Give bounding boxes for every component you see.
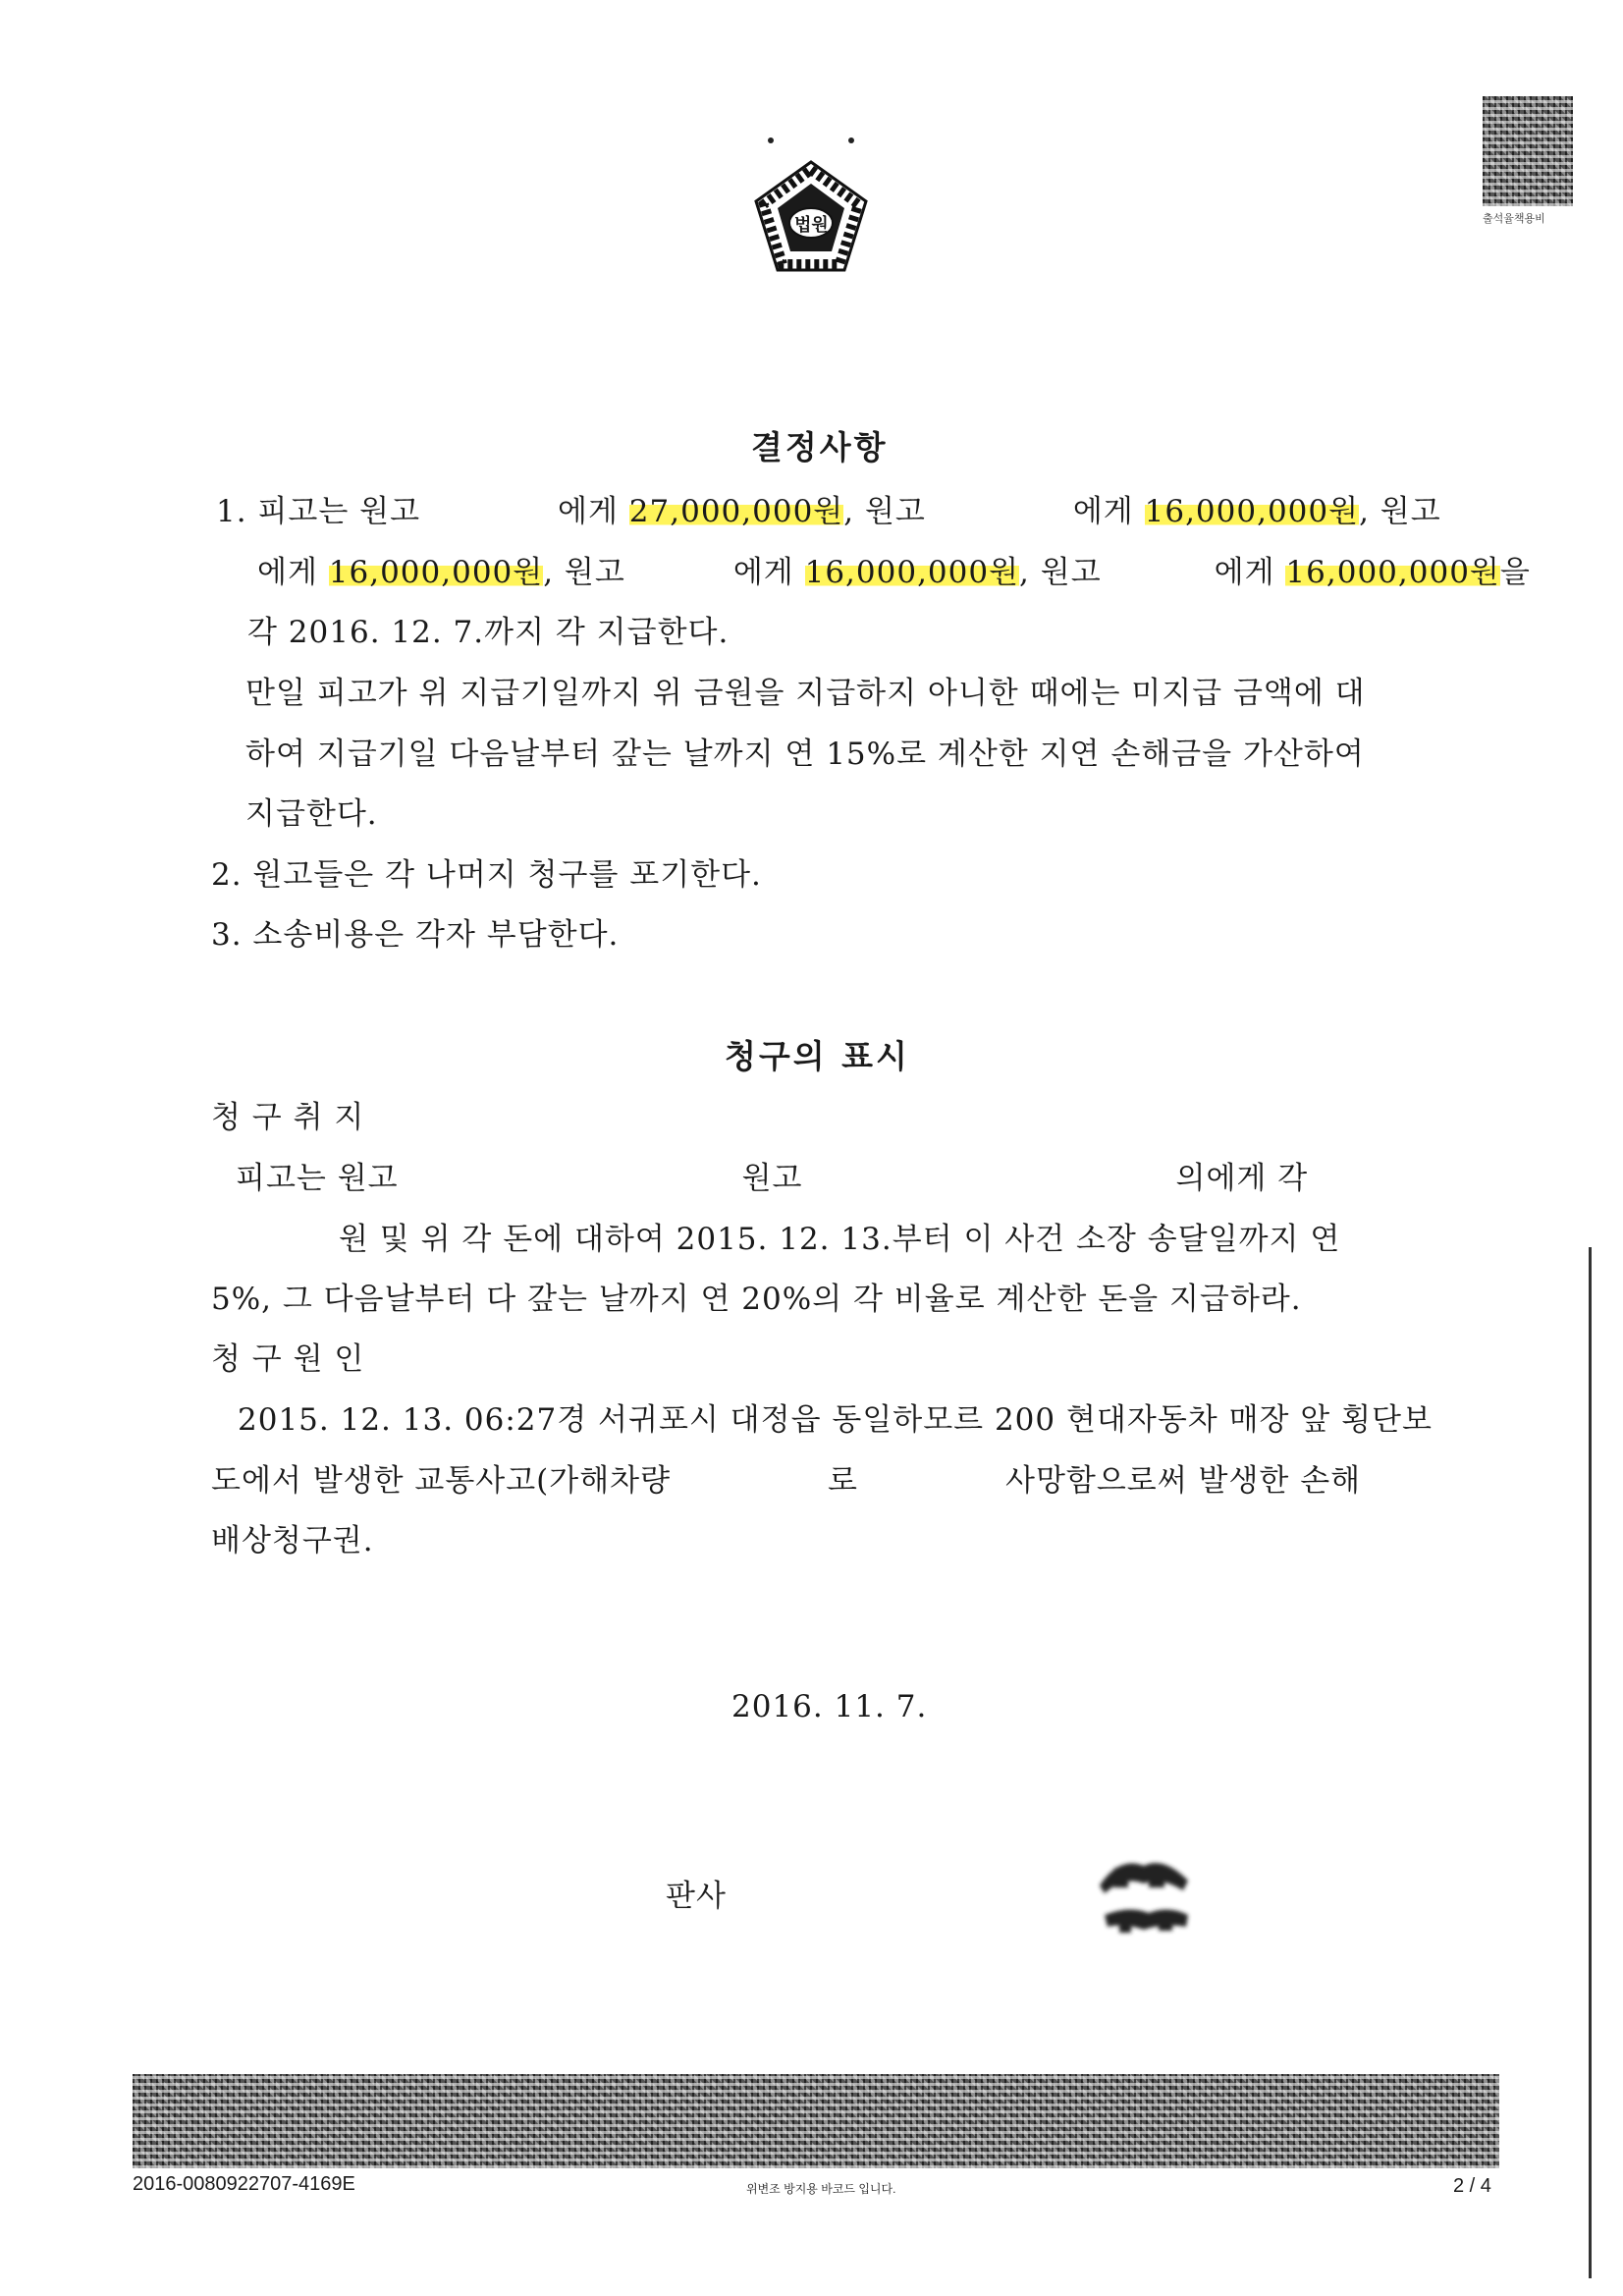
amount-highlight: 16,000,000원 — [1285, 555, 1500, 590]
amount-highlight: 16,000,000원 — [804, 555, 1020, 590]
decision-item1-line3: 각 2016. 12. 7.까지 각 지급한다. — [247, 615, 730, 650]
qr-code — [1483, 96, 1573, 206]
anti-forgery-barcode — [133, 2074, 1499, 2168]
scan-edge — [1589, 1247, 1592, 2278]
decision-item1-line4: 만일 피고가 위 지급기일까지 위 금원을 지급하지 아니한 때에는 미지급 금액에 대 — [245, 676, 1366, 711]
decision-item1-line6: 지급한다. — [245, 796, 378, 832]
decision-item3: 3. 소송비용은 각자 부담한다. — [211, 917, 620, 953]
claim-cause-label: 청 구 원 인 — [211, 1341, 365, 1377]
decision-date: 2016. 11. 7. — [731, 1689, 928, 1724]
claim-cause-line2: 도에서 발생한 교통사고(가해차량 로 사망함으로써 발생한 손해 — [211, 1463, 1362, 1499]
page-number: 2 / 4 — [1453, 2175, 1491, 2197]
barcode-notice: 위변조 방지용 바코드 입니다. — [746, 2182, 896, 2196]
claim-cause-line1: 2015. 12. 13. 06:27경 서귀포시 대정읍 동일하모르 200 현대자동차 매장 앞 횡단보 — [238, 1402, 1433, 1438]
judge-seal — [1090, 1846, 1198, 1954]
claim-purpose-line3: 5%, 그 다음날부터 다 갚는 날까지 연 20%의 각 비율로 계산한 돈을 지급하라. — [211, 1282, 1302, 1317]
decision-title: 결정사항 — [751, 428, 889, 466]
claim-cause-line3: 배상청구권. — [211, 1523, 374, 1558]
claim-purpose-line1: 피고는 원고 원고 의에게 각 — [236, 1161, 1309, 1196]
decision-item1-line2: 에게 16,000,000원, 원고 에게 16,000,000원, 원고 에게 16,000,000원을 — [257, 555, 1531, 590]
amount-highlight: 16,000,000원 — [328, 555, 544, 590]
decision-item2: 2. 원고들은 각 나머지 청구를 포기한다. — [211, 857, 762, 893]
decision-item1-line1: 1. 피고는 원고 에게 27,000,000원, 원고 에게 16,000,000원, 원고 — [216, 494, 1441, 529]
qr-caption: 출석율책용비 — [1483, 213, 1545, 225]
judge-label: 판사 — [666, 1879, 727, 1914]
claim-title: 청구의 표시 — [725, 1037, 910, 1075]
decision-item1-line5: 하여 지급기일 다음날부터 갚는 날까지 연 15%로 계산한 지연 손해금을 가산하여 — [245, 737, 1365, 772]
document-id: 2016-0080922707-4169E — [133, 2173, 355, 2195]
judge-seal-icon — [1090, 1846, 1198, 1954]
court-emblem — [746, 133, 876, 290]
amount-highlight: 27,000,000원 — [628, 494, 844, 529]
claim-purpose-label: 청 구 취 지 — [211, 1100, 365, 1135]
amount-highlight: 16,000,000원 — [1144, 494, 1360, 529]
claim-purpose-line2: 원 및 위 각 돈에 대하여 2015. 12. 13.부터 이 사건 소장 송달일까지 연 — [339, 1222, 1341, 1257]
court-emblem-label: 법원 — [794, 215, 829, 236]
